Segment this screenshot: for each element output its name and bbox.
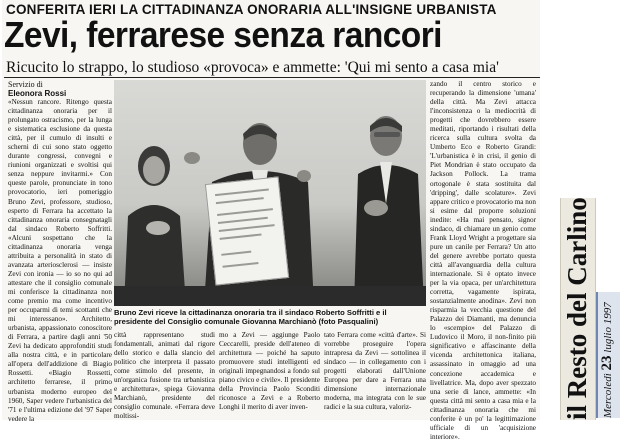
byline: [8, 80, 112, 98]
diploma-document: [205, 176, 289, 285]
article-headline: Zevi, ferrarese senza rancori: [4, 14, 442, 55]
date-day: 23: [599, 355, 615, 371]
article-column-left: «Nessun rancore. Ritengo questa cittadinanza onoraria per il prolungato ostracismo, per la lunga e sistematica esclusione da questa città, per il cumulo di insulti e scherni di cui sono stato oggetto durante congressi, convegni e riunioni organizzati e svoltisi qui senza neppure invitarmi.» Con queste parole, pronunciate in tono provocatorio, ieri pomeriggio Bruno Zevi, professore, studioso, esperto di Ferrara ha accettato la cittadinanza onoraria consegnatagli dal sindaco Roberto Soffritti. «Alcuni sospettano che la cittadinanza onoraria venga attribuita a personalità in stato di avanzata arteriosclerosi — insiste Zevi con ironia — io so no qui ad attestare che il consiglio comunale mi conferisce la cittadinanza non come premio ma come incentivo per occuparmi di temi scottanti che mi interessano». Architetto, urbanista, appassionato conoscitore di Ferrara, a partire dagli anni '50 Zevi ha dedicato approfonditi studi alla nostra città, e in particolare all'opera dell'addizione di Biagio Rossetti. «Biagio Rossetti, architetto ferrarese, il primo urbanista moderno europeo del 1960, Saper vedere l'urbanistica del '71 e l'ultima edizione del '97 Saper vedere la: [8, 98, 112, 423]
photo-table: [114, 286, 426, 306]
article-kicker: CONFERITA IERI LA CITTADINANZA ONORARIA ALL'INSIGNE URBANISTA: [6, 2, 497, 17]
publication-date: [598, 302, 617, 418]
date-weekday: Mercoledì: [602, 373, 614, 418]
article-column-bottom-3: tato Ferrara come «città d'arte». Si vorrebbe proseguire l'opera intrapresa da Zevi — sottolinea il sindaco — in collegamento con i progetti elaborati dall'Unione Europea per dare a Ferrara una dimensione internazionale moderna, ma integrata con le sue radici e la sua cultura, valoriz-: [324, 331, 426, 412]
article-column-bottom-1: città rappresentano studi fondamentali, animati dal rigore dello storico e dalla slancio del politico che interpreta il passato come stimolo del presente, in un'organica fusione tra urbanistica e architettura», spiega Giovanna Marchianò, presidente del consiglio comunale. «Ferrara deve moltissi-: [114, 331, 215, 421]
article-subhead: Ricucito lo strappo, lo studioso «provoca» e ammette: 'Qui mi sento a casa mia': [6, 59, 499, 76]
article-column-bottom-2: mo a Zevi — aggiunge Paolo Ceccarelli, preside dell'ateneo di architettura — poiché ha saputo promuovere studi intelligenti ed originali impegnandosi a fondo sul piano civico e civile». Il presidente della Provincia Paolo Sconditi riconosce a Zevi e a Roberto Longhi il merito di aver inven-: [219, 331, 320, 412]
article-photo: [114, 80, 426, 306]
masthead-name: il Resto del Carlino: [562, 197, 592, 420]
byline-label: Servizio di: [8, 80, 43, 89]
byline-author: Eleonora Rossi: [8, 89, 67, 98]
headline-rule: [4, 77, 540, 78]
photo-person-right: [350, 104, 426, 306]
date-month-year: luglio 1997: [602, 302, 614, 353]
newspaper-clipping: [2, 0, 540, 441]
article-column-right: zando il centro storico e recuperando la dimensione 'umana' della città. Ma Zevi attacca l'inconsistenza o la mediocrità di progetti che dovrebbero essere meditati, riportando i risultati della ricerca sulla cultura svolta da Umberto Eco e Roberto Grandi: 'L'urbanistica è in crisi, il genio di Piet Mondrian è stato occupato da Jackson Pollock. La trama ortogonale è stata sostituita dal 'dripping', dalle scolature». Zevi appare critico e provocatorio ma non si esime dal proporre soluzioni inedite: «Ha mai pensato, signor sindaco, di chiamare un genio come Frank Lloyd Wright a progettare sia pure un canile per Ferrara? Un atto del genere avrebbe portato questa città all'avanguardia della cultura internazionale. Si è optato invece per la via opaca, per un'architettura corretta, vagamente ispirata, sostanzialmente anodina». Zevi non risparmia la vecchia questione del Palazzo dei Diamanti, ma denuncia lo «scempio» del Palazzo di Ludovico il Moro, il non-finito più significativo e affascinante della vicenda architettonica italiana, assassinato in omaggio ad una concezione accademica e livellatrice. Ma, dopo aver spezzato una serie di lance, ammette: «In questa città mi sento a casa mia e la cittadinanza onoraria che mi conferite è un po' la legittimazione ufficiale di un 'acquisizione interiore».: [430, 80, 536, 441]
photo-caption: Bruno Zevi riceve la cittadinanza onoraria tra il sindaco Roberto Soffritti e il presidente del Consiglio comunale Giovanna Marchianò (foto Pasqualini): [114, 308, 387, 327]
